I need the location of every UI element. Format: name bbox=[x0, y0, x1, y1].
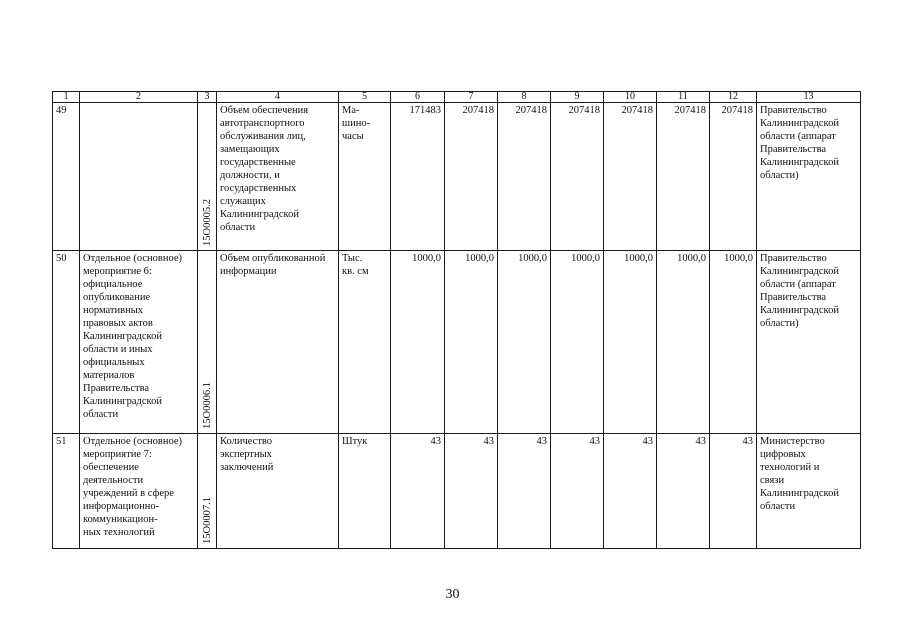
unit-of-measure-line: Ма- bbox=[342, 105, 360, 116]
header-cell: 6 bbox=[391, 92, 445, 103]
value-cell: 43 bbox=[657, 434, 710, 549]
event-name bbox=[80, 434, 198, 549]
event-name-line: информационно- bbox=[83, 501, 160, 512]
indicator-name-line: Калининградской bbox=[220, 209, 299, 220]
event-name-line: Калининградской bbox=[83, 396, 162, 407]
indicator-name-line: служащих bbox=[220, 196, 266, 207]
responsible-executor-line: Калининградской bbox=[760, 488, 839, 499]
responsible-executor-line: Правительство bbox=[760, 105, 827, 116]
event-name-line: области bbox=[83, 409, 119, 420]
header-cell: 7 bbox=[445, 92, 498, 103]
header-cell: 9 bbox=[551, 92, 604, 103]
indicator-name-line: заключений bbox=[220, 462, 274, 473]
responsible-executor-line: области) bbox=[760, 318, 799, 329]
value-cell: 207418 bbox=[498, 103, 551, 251]
event-name-line: Отдельное (основное) bbox=[83, 253, 182, 264]
header-cell: 3 bbox=[198, 92, 217, 103]
value-cell: 43 bbox=[710, 434, 757, 549]
indicator-name-line: государственные bbox=[220, 157, 296, 168]
table-row bbox=[53, 103, 861, 251]
indicator-name-line: государственных bbox=[220, 183, 297, 194]
responsible-executor-line: Калининградской bbox=[760, 305, 839, 316]
unit-of-measure bbox=[339, 103, 391, 251]
event-name-line: области и иных bbox=[83, 344, 153, 355]
event-name bbox=[80, 251, 198, 434]
indicator-name-line: Объем опубликованной bbox=[220, 253, 326, 264]
event-name-line: материалов bbox=[83, 370, 135, 381]
row-number: 50 bbox=[53, 251, 80, 434]
unit-of-measure-line: Тыс. bbox=[342, 253, 363, 264]
header-cell: 5 bbox=[339, 92, 391, 103]
event-name-line: Правительства bbox=[83, 383, 150, 394]
indicator-name-line: информации bbox=[220, 266, 277, 277]
header-cell: 10 bbox=[604, 92, 657, 103]
header-cell: 4 bbox=[217, 92, 339, 103]
table-row bbox=[53, 434, 861, 549]
unit-of-measure-line: кв. см bbox=[342, 266, 369, 277]
responsible-executor-line: Правительства bbox=[760, 144, 827, 155]
responsible-executor bbox=[757, 103, 861, 251]
value-cell: 1000,0 bbox=[498, 251, 551, 434]
responsible-executor-line: технологий и bbox=[760, 462, 820, 473]
responsible-executor-line: Калининградской bbox=[760, 157, 839, 168]
program-code bbox=[198, 251, 217, 434]
page-number: 30 bbox=[445, 587, 460, 602]
event-name-line: нормативных bbox=[83, 305, 144, 316]
unit-of-measure bbox=[339, 251, 391, 434]
event-name-line: деятельности bbox=[83, 475, 144, 486]
responsible-executor-line: Правительства bbox=[760, 292, 827, 303]
value-cell: 1000,0 bbox=[604, 251, 657, 434]
unit-of-measure-line: часы bbox=[342, 131, 364, 142]
header-cell: 13 bbox=[757, 92, 861, 103]
table-body bbox=[53, 92, 861, 549]
value-cell: 207418 bbox=[657, 103, 710, 251]
event-name bbox=[80, 103, 198, 251]
event-name-line: коммуникацион- bbox=[83, 514, 158, 525]
responsible-executor bbox=[757, 434, 861, 549]
responsible-executor-line: Калининградской bbox=[760, 118, 839, 129]
value-cell: 43 bbox=[445, 434, 498, 549]
indicator-name-line: должности, и bbox=[220, 170, 280, 181]
value-cell: 1000,0 bbox=[551, 251, 604, 434]
responsible-executor-line: области (аппарат bbox=[760, 131, 836, 142]
indicator-name-line: обслуживания лиц, bbox=[220, 131, 306, 142]
event-name-line: обеспечение bbox=[83, 462, 139, 473]
event-name-line: Калининградской bbox=[83, 331, 162, 342]
program-code bbox=[198, 103, 217, 251]
header-cell: 8 bbox=[498, 92, 551, 103]
responsible-executor-line: Калининградской bbox=[760, 266, 839, 277]
responsible-executor-line: связи bbox=[760, 475, 785, 486]
indicator-name-line: области bbox=[220, 222, 256, 233]
event-name-line: Отдельное (основное) bbox=[83, 436, 182, 447]
event-name-line: официальное bbox=[83, 279, 143, 290]
value-cell: 43 bbox=[391, 434, 445, 549]
indicator-name-line: экспертных bbox=[220, 449, 272, 460]
responsible-executor-line: Министерство bbox=[760, 436, 825, 447]
value-cell: 1000,0 bbox=[391, 251, 445, 434]
value-cell: 171483 bbox=[391, 103, 445, 251]
unit-of-measure bbox=[339, 434, 391, 549]
value-cell: 1000,0 bbox=[445, 251, 498, 434]
event-name-line: мероприятие 7: bbox=[83, 449, 152, 460]
header-cell: 2 bbox=[80, 92, 198, 103]
value-cell: 1000,0 bbox=[657, 251, 710, 434]
program-code-text: 15O0006.1 bbox=[202, 382, 213, 429]
event-name-line: учреждений в сфере bbox=[83, 488, 174, 499]
indicator-name bbox=[217, 251, 339, 434]
program-code-text: 15O0005.2 bbox=[202, 199, 213, 246]
data-table bbox=[52, 91, 861, 549]
value-cell: 43 bbox=[498, 434, 551, 549]
event-name-line: опубликование bbox=[83, 292, 151, 303]
unit-of-measure-line: шино- bbox=[342, 118, 371, 129]
value-cell: 207418 bbox=[604, 103, 657, 251]
responsible-executor-line: цифровых bbox=[760, 449, 806, 460]
value-cell: 1000,0 bbox=[710, 251, 757, 434]
value-cell: 207418 bbox=[551, 103, 604, 251]
event-name-line: правовых актов bbox=[83, 318, 153, 329]
row-number: 49 bbox=[53, 103, 80, 251]
header-cell: 11 bbox=[657, 92, 710, 103]
responsible-executor bbox=[757, 251, 861, 434]
indicator-name bbox=[217, 434, 339, 549]
header-row bbox=[53, 92, 861, 103]
responsible-executor-line: Правительство bbox=[760, 253, 827, 264]
unit-of-measure-line: Штук bbox=[342, 436, 368, 447]
value-cell: 43 bbox=[551, 434, 604, 549]
indicator-name-line: Объем обеспечения bbox=[220, 105, 309, 116]
indicator-name-line: замещающих bbox=[220, 144, 280, 155]
value-cell: 207418 bbox=[445, 103, 498, 251]
indicator-name-line: Количество bbox=[220, 436, 273, 447]
header-cell: 12 bbox=[710, 92, 757, 103]
indicator-name-line: автотранспортного bbox=[220, 118, 305, 129]
responsible-executor-line: области (аппарат bbox=[760, 279, 836, 290]
program-code-text: 15O0007.1 bbox=[202, 497, 213, 544]
program-code bbox=[198, 434, 217, 549]
event-name-line: ных технологий bbox=[83, 527, 155, 538]
event-name-line: мероприятие 6: bbox=[83, 266, 152, 277]
responsible-executor-line: области) bbox=[760, 170, 799, 181]
indicator-name bbox=[217, 103, 339, 251]
responsible-executor-line: области bbox=[760, 501, 796, 512]
header-cell: 1 bbox=[53, 92, 80, 103]
value-cell: 43 bbox=[604, 434, 657, 549]
value-cell: 207418 bbox=[710, 103, 757, 251]
event-name-line: официальных bbox=[83, 357, 145, 368]
row-number: 51 bbox=[53, 434, 80, 549]
table-row bbox=[53, 251, 861, 434]
